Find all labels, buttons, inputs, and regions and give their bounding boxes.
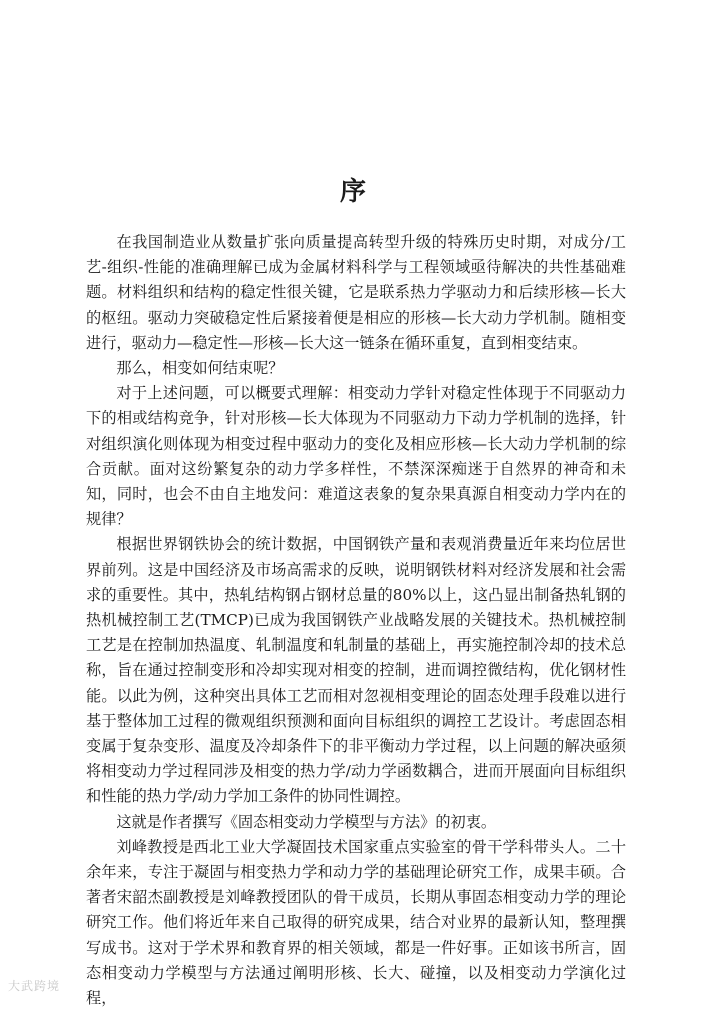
page-title: 序 bbox=[339, 177, 368, 207]
watermark-text: 大武跨境 bbox=[8, 979, 61, 993]
watermark bbox=[8, 977, 60, 994]
paragraph: 那么，相变如何结束呢？ bbox=[116, 359, 284, 378]
paragraph: 根据世界钢铁协会的统计数据，中国钢铁产量和表观消费量近年来均位居世界前列。这是中国经济及市场高需求的反映，说明钢铁材料对经济发展和社会需求的重要性。其中，热轧结构钢占钢材总量的80%以上，这凸显出制备热轧钢的热机械控制工艺(TMCP)已成为我国钢铁产业战略发展的关键技术。热机械控制工艺是在控制加热温度、轧制温度和轧制量的基础上，再实施控制冷却的技术总称，旨在通过控制变形和冷却实现对相变的控制，进而调控微结构，优化钢材性能。以此为例，这种突出具体工艺而相对忽视相变理论的固态处理手段难以进行基于整体加工过程的微观组织预测和面向目标组织的调控工艺设计。考虑固态相变属于复杂变形、温度及冷却条件下的非平衡动力学过程，以上问题的解决亟须将相变动力学过程同涉及相变的热力学/动力学函数耦合，进而开展面向目标组织和性能的热力学/动力学加工条件的协同性调控。 bbox=[86, 535, 626, 806]
paragraph: 在我国制造业从数量扩张向质量提高转型升级的特殊历史时期，对成分/工艺-组织-性能的准确理解已成为金属材料科学与工程领域亟待解决的共性基础难题。材料组织和结构的稳定性很关键，它是联系热力学驱动力和后续形核—长大的枢纽。驱动力突破稳定性后紧接着便是相应的形核—长大动力学机制。随相变进行，驱动力—稳定性—形核—长大这一链条在循环重复，直到相变结束。 bbox=[86, 233, 626, 352]
paragraph: 这就是作者撰写《固态相变动力学模型与方法》的初衷。 bbox=[116, 812, 497, 831]
paragraph: 对于上述问题，可以概要式理解：相变动力学针对稳定性体现于不同驱动力下的相或结构竞争，针对形核—长大体现为不同驱动力下动力学机制的选择，针对组织演化则体现为相变过程中驱动力的变化及相应形核—长大动力学机制的综合贡献。面对这纷繁复杂的动力学多样性，不禁深深痴迷于自然界的神奇和未知，同时，也会不由自主地发问：难道这表象的复杂果真源自相变动力学内在的规律？ bbox=[86, 384, 626, 529]
paragraph: 刘峰教授是西北工业大学凝固技术国家重点实验室的骨干学科带头人。二十余年来，专注于凝固与相变热力学和动力学的基础理论研究工作，成果丰硕。合著者宋韶杰副教授是刘峰教授团队的骨干成员，长期从事固态相变动力学的理论研究工作。他们将近年来自己取得的研究成果，结合对业界的最新认知，整理撰写成书。这对于学术界和教育界的相关领域，都是一件好事。正如该书所言，固态相变动力学模型与方法通过阐明形核、长大、碰撞，以及相变动力学演化过程， bbox=[86, 837, 626, 1008]
preface-body bbox=[86, 230, 626, 1011]
